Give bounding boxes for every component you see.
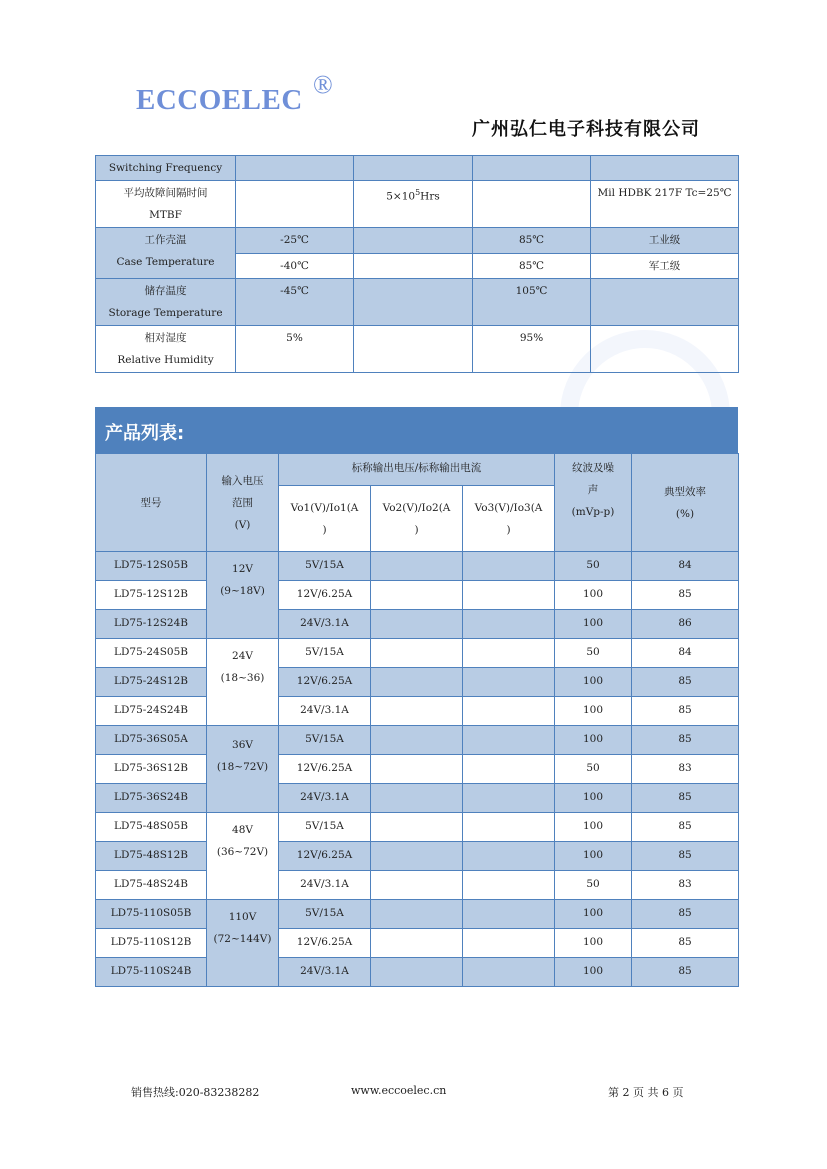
vo2-cell — [371, 639, 463, 668]
efficiency-cell: 85 — [632, 842, 739, 871]
efficiency-cell: 85 — [632, 697, 739, 726]
humidity-max: 95% — [473, 326, 591, 373]
col-header-ripple: 纹波及噪 声 (mVp-p) — [555, 454, 632, 552]
efficiency-cell: 84 — [632, 639, 739, 668]
model-cell: LD75-36S12B — [96, 755, 207, 784]
efficiency-cell: 83 — [632, 755, 739, 784]
company-name: 广州弘仁电子科技有限公司 — [472, 119, 700, 140]
vo3-cell — [463, 871, 555, 900]
vo1-cell: 12V/6.25A — [279, 842, 371, 871]
vo1-cell: 5V/15A — [279, 900, 371, 929]
vo3-cell — [463, 552, 555, 581]
vo3-cell — [463, 755, 555, 784]
table-row — [96, 755, 739, 784]
storage-temp-min: -45℃ — [236, 279, 354, 326]
case-temp-max: 85℃ — [473, 228, 591, 254]
model-cell: LD75-36S05A — [96, 726, 207, 755]
model-cell: LD75-48S05B — [96, 813, 207, 842]
model-cell: LD75-12S05B — [96, 552, 207, 581]
table-row — [96, 181, 739, 228]
efficiency-cell: 84 — [632, 552, 739, 581]
vo3-cell — [463, 668, 555, 697]
vo3-cell — [463, 697, 555, 726]
col-header-input-range: 输入电压 范围 (V) — [207, 454, 279, 552]
model-cell: LD75-24S12B — [96, 668, 207, 697]
table-row — [96, 784, 739, 813]
table-row — [96, 228, 739, 254]
table-row — [96, 668, 739, 697]
efficiency-cell: 85 — [632, 929, 739, 958]
efficiency-cell: 85 — [632, 668, 739, 697]
table-row — [96, 813, 739, 842]
vo1-cell: 12V/6.25A — [279, 581, 371, 610]
table-row — [96, 639, 739, 668]
vo3-cell — [463, 610, 555, 639]
vo1-cell: 5V/15A — [279, 726, 371, 755]
storage-temp-label-cn: 储存温度 — [144, 285, 187, 297]
efficiency-cell: 83 — [632, 871, 739, 900]
model-cell: LD75-110S24B — [96, 958, 207, 987]
vo2-cell — [371, 610, 463, 639]
product-list-header — [95, 407, 738, 453]
ripple-cell: 100 — [555, 784, 632, 813]
vo2-cell — [371, 929, 463, 958]
model-cell: LD75-110S05B — [96, 900, 207, 929]
model-cell: LD75-36S24B — [96, 784, 207, 813]
model-cell: LD75-48S12B — [96, 842, 207, 871]
model-cell: LD75-12S12B — [96, 581, 207, 610]
model-cell: LD75-24S24B — [96, 697, 207, 726]
ripple-cell: 100 — [555, 697, 632, 726]
ripple-cell: 100 — [555, 726, 632, 755]
col-header-vo2: Vo2(V)/Io2(A ) — [371, 486, 463, 552]
input-range-cell: 110V (72~144V) — [207, 900, 279, 987]
table-row — [96, 958, 739, 987]
efficiency-cell: 85 — [632, 581, 739, 610]
case-temp-grade: 工业级 — [591, 228, 739, 254]
vo2-cell — [371, 581, 463, 610]
table-row — [96, 871, 739, 900]
vo3-cell — [463, 726, 555, 755]
storage-temp-label-en: Storage Temperature — [108, 307, 223, 319]
table-row — [96, 610, 739, 639]
case-temp-label-cn: 工作壳温 — [144, 234, 187, 246]
model-cell: LD75-110S12B — [96, 929, 207, 958]
table-row — [96, 156, 739, 181]
input-range-cell: 24V (18~36) — [207, 639, 279, 726]
table-row — [96, 929, 739, 958]
vo2-cell — [371, 813, 463, 842]
case-temp-max: 85℃ — [473, 254, 591, 279]
vo3-cell — [463, 929, 555, 958]
ripple-cell: 50 — [555, 552, 632, 581]
table-row — [96, 326, 739, 373]
case-temp-min: -25℃ — [236, 228, 354, 254]
ripple-cell: 100 — [555, 900, 632, 929]
ripple-cell: 50 — [555, 871, 632, 900]
footer-hotline: 销售热线:020-83238282 — [131, 1086, 260, 1099]
col-header-model: 型号 — [96, 454, 207, 552]
vo1-cell: 12V/6.25A — [279, 929, 371, 958]
table-row — [96, 279, 739, 326]
humidity-label-en: Relative Humidity — [117, 354, 214, 366]
model-cell: LD75-48S24B — [96, 871, 207, 900]
brand-logo: ECCOELEC — [136, 84, 303, 116]
ripple-cell: 100 — [555, 581, 632, 610]
vo1-cell: 24V/3.1A — [279, 697, 371, 726]
environment-spec-table — [95, 155, 739, 373]
efficiency-cell: 85 — [632, 784, 739, 813]
efficiency-cell: 85 — [632, 958, 739, 987]
vo3-cell — [463, 813, 555, 842]
mtbf-label-en: MTBF — [149, 209, 182, 221]
ripple-cell: 50 — [555, 755, 632, 784]
table-row — [96, 697, 739, 726]
vo1-cell: 24V/3.1A — [279, 784, 371, 813]
vo2-cell — [371, 726, 463, 755]
ripple-cell: 100 — [555, 668, 632, 697]
registered-mark: ® — [313, 70, 333, 99]
input-range-cell: 48V (36~72V) — [207, 813, 279, 900]
humidity-min: 5% — [236, 326, 354, 373]
storage-temp-max: 105℃ — [473, 279, 591, 326]
ripple-cell: 100 — [555, 842, 632, 871]
vo1-cell: 5V/15A — [279, 813, 371, 842]
vo1-cell: 24V/3.1A — [279, 958, 371, 987]
mtbf-condition: Mil HDBK 217F Tc=25℃ — [591, 181, 739, 228]
col-header-vo1: Vo1(V)/Io1(A ) — [279, 486, 371, 552]
footer-page-number: 第 2 页 共 6 页 — [608, 1086, 684, 1099]
vo2-cell — [371, 871, 463, 900]
efficiency-cell: 85 — [632, 813, 739, 842]
vo2-cell — [371, 668, 463, 697]
vo3-cell — [463, 581, 555, 610]
col-header-efficiency: 典型效率 (%) — [632, 454, 739, 552]
product-list-title: 产品列表: — [105, 423, 185, 444]
efficiency-cell: 85 — [632, 900, 739, 929]
col-header-output-group: 标称输出电压/标称输出电流 — [279, 454, 555, 486]
table-row — [96, 581, 739, 610]
product-list-table — [95, 453, 739, 987]
table-row — [96, 552, 739, 581]
footer-website: www.eccoelec.cn — [351, 1084, 447, 1097]
table-header-row — [96, 454, 739, 486]
humidity-label-cn: 相对湿度 — [144, 332, 187, 344]
vo1-cell: 12V/6.25A — [279, 668, 371, 697]
ripple-cell: 50 — [555, 639, 632, 668]
vo1-cell: 5V/15A — [279, 552, 371, 581]
vo1-cell: 5V/15A — [279, 639, 371, 668]
mtbf-label-cn: 平均故障间隔时间 — [123, 187, 208, 199]
ripple-cell: 100 — [555, 929, 632, 958]
vo3-cell — [463, 784, 555, 813]
case-temp-min: -40℃ — [236, 254, 354, 279]
ripple-cell: 100 — [555, 610, 632, 639]
vo1-cell: 24V/3.1A — [279, 871, 371, 900]
vo3-cell — [463, 639, 555, 668]
table-row — [96, 900, 739, 929]
vo2-cell — [371, 755, 463, 784]
col-header-vo3: Vo3(V)/Io3(A ) — [463, 486, 555, 552]
vo3-cell — [463, 900, 555, 929]
vo2-cell — [371, 958, 463, 987]
table-row — [96, 842, 739, 871]
efficiency-cell: 85 — [632, 726, 739, 755]
vo1-cell: 24V/3.1A — [279, 610, 371, 639]
efficiency-cell: 86 — [632, 610, 739, 639]
case-temp-grade: 军工级 — [591, 254, 739, 279]
input-range-cell: 36V (18~72V) — [207, 726, 279, 813]
model-cell: LD75-12S24B — [96, 610, 207, 639]
vo1-cell: 12V/6.25A — [279, 755, 371, 784]
vo2-cell — [371, 900, 463, 929]
vo2-cell — [371, 784, 463, 813]
vo2-cell — [371, 842, 463, 871]
vo2-cell — [371, 697, 463, 726]
ripple-cell: 100 — [555, 958, 632, 987]
switching-frequency-label: Switching Frequency — [96, 156, 236, 181]
mtbf-value: $5\times 10^5Hrs$ — [354, 181, 473, 228]
ripple-cell: 100 — [555, 813, 632, 842]
input-range-cell: 12V (9~18V) — [207, 552, 279, 639]
vo2-cell — [371, 552, 463, 581]
table-row — [96, 726, 739, 755]
vo3-cell — [463, 958, 555, 987]
case-temp-label-en: Case Temperature — [116, 256, 215, 268]
model-cell: LD75-24S05B — [96, 639, 207, 668]
vo3-cell — [463, 842, 555, 871]
